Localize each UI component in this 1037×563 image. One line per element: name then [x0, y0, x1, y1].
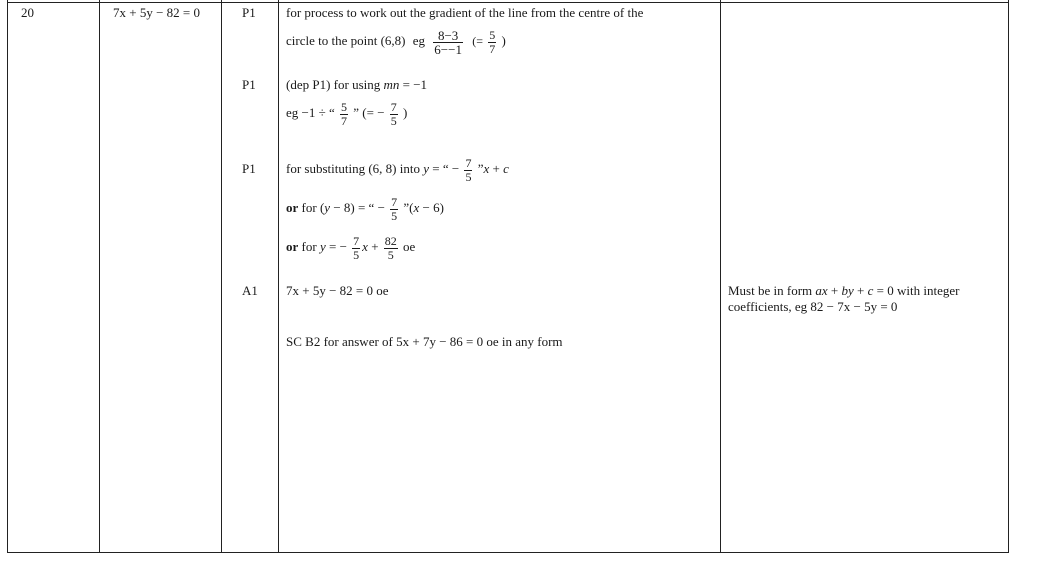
c-variable: c [503, 161, 509, 176]
gradient-fraction [433, 29, 463, 56]
guidance-line1 [728, 283, 959, 299]
x-variable: x [483, 161, 490, 176]
perpendicular-example-prefix: eg −1 ÷ “ [286, 105, 335, 120]
perpendicular-fraction-1-numerator: 5 [341, 99, 348, 114]
by-term: by [841, 283, 854, 298]
mn-variable: mn [383, 77, 400, 92]
gradient-paren-open: (= [472, 34, 483, 48]
ax-term: ax [815, 283, 828, 298]
alt2-oe: oe [399, 239, 416, 254]
alt2-fraction-2 [384, 235, 398, 262]
column-divider-2 [221, 0, 222, 553]
accuracy-answer: 7x + 5y − 82 = 0 oe [286, 283, 389, 298]
table-border-top [7, 2, 1009, 3]
perpendicular-fraction-2-numerator: 7 [390, 99, 397, 114]
perpendicular-fraction-2-denominator: 5 [390, 113, 397, 128]
guidance-plus-1: + [827, 283, 842, 298]
substitution-fraction [464, 157, 472, 184]
perpendicular-fraction-1 [340, 101, 348, 128]
x-variable: x [413, 200, 420, 215]
or-label-2: or [286, 239, 299, 254]
perpendicular-rule-text: (dep P1) for using [286, 77, 384, 92]
table-border-left [7, 0, 8, 553]
alt2-text: for [298, 239, 320, 254]
column-divider-4 [720, 0, 721, 553]
alt1-fraction-denominator: 5 [391, 208, 398, 223]
gradient-simplified-denominator: 7 [489, 41, 496, 56]
substitution-close-quote: ” [474, 161, 484, 176]
alt2-equals: = − [325, 239, 347, 254]
y-variable: y [319, 239, 326, 254]
gradient-process-line1: for process to work out the gradient of the line from the centre of the [286, 5, 644, 20]
alt1-tail: − 6) [419, 200, 444, 215]
perpendicular-example-end: ) [403, 105, 408, 120]
alt1-equals: − 8) = “ − [330, 200, 385, 215]
x-variable: x [362, 239, 368, 254]
mark-code-p1-a: P1 [242, 5, 256, 20]
substitution-line [286, 152, 509, 186]
guidance-text: Must be in form [728, 283, 816, 298]
table-border-right [1008, 0, 1009, 553]
y-variable: y [324, 200, 331, 215]
mark-code-p1-b: P1 [242, 77, 256, 92]
guidance-line2: coefficients, eg 82 − 7x − 5y = 0 [728, 299, 898, 314]
guidance-plus-2: + [853, 283, 868, 298]
eg-label: eg [412, 33, 426, 48]
final-answer: 7x + 5y − 82 = 0 [113, 5, 200, 20]
alt2-fraction-1-denominator: 5 [353, 247, 360, 262]
substitution-fraction-denominator: 5 [465, 169, 472, 184]
perpendicular-fraction-1-denominator: 7 [341, 113, 348, 128]
gradient-fraction-denominator: 6−−1 [434, 41, 462, 57]
special-case-note: SC B2 for answer of 5x + 7y − 86 = 0 oe in any form [286, 334, 563, 349]
perpendicular-example-mid: ” (= − [353, 105, 385, 120]
alt2-fraction-1-numerator: 7 [353, 233, 360, 248]
c-term: c [867, 283, 874, 298]
alt2-plus: + [367, 239, 379, 254]
alt1-fraction-numerator: 7 [391, 194, 398, 209]
mark-code-a1: A1 [242, 283, 258, 298]
gradient-process-text: circle to the point (6,8) [286, 33, 406, 48]
gradient-paren-close: ) [501, 33, 506, 48]
gradient-simplified-fraction [488, 29, 496, 56]
gradient-simplified-numerator: 5 [489, 27, 496, 42]
alt1-close: ”( [400, 200, 414, 215]
alt1-fraction [390, 196, 398, 223]
alt2-fraction-2-numerator: 82 [384, 233, 397, 248]
mark-code-p1-c: P1 [242, 161, 256, 176]
guidance-tail: = 0 with integer [873, 283, 960, 298]
substitution-equals: = “ − [429, 161, 460, 176]
perpendicular-rule-line [286, 77, 427, 93]
alt2-fraction-2-denominator: 5 [387, 247, 394, 262]
alt1-text: for ( [298, 200, 325, 215]
gradient-process-line2 [286, 24, 506, 58]
column-divider-1 [99, 0, 100, 553]
perpendicular-rule-value: = −1 [399, 77, 428, 92]
table-border-bottom [7, 552, 1009, 553]
question-number: 20 [21, 5, 34, 20]
or-label-1: or [286, 200, 299, 215]
perpendicular-fraction-2 [390, 101, 398, 128]
column-divider-3 [278, 0, 279, 553]
y-variable: y [423, 161, 429, 176]
alternative-method-2 [286, 230, 415, 264]
substitution-fraction-numerator: 7 [465, 155, 472, 170]
substitution-text: for substituting (6, 8) into [286, 161, 424, 176]
gradient-fraction-numerator: 8−3 [433, 29, 463, 43]
alt2-fraction-1 [352, 235, 360, 262]
perpendicular-example [286, 97, 407, 129]
alternative-method-1 [286, 191, 444, 225]
substitution-plus: + [489, 161, 504, 176]
